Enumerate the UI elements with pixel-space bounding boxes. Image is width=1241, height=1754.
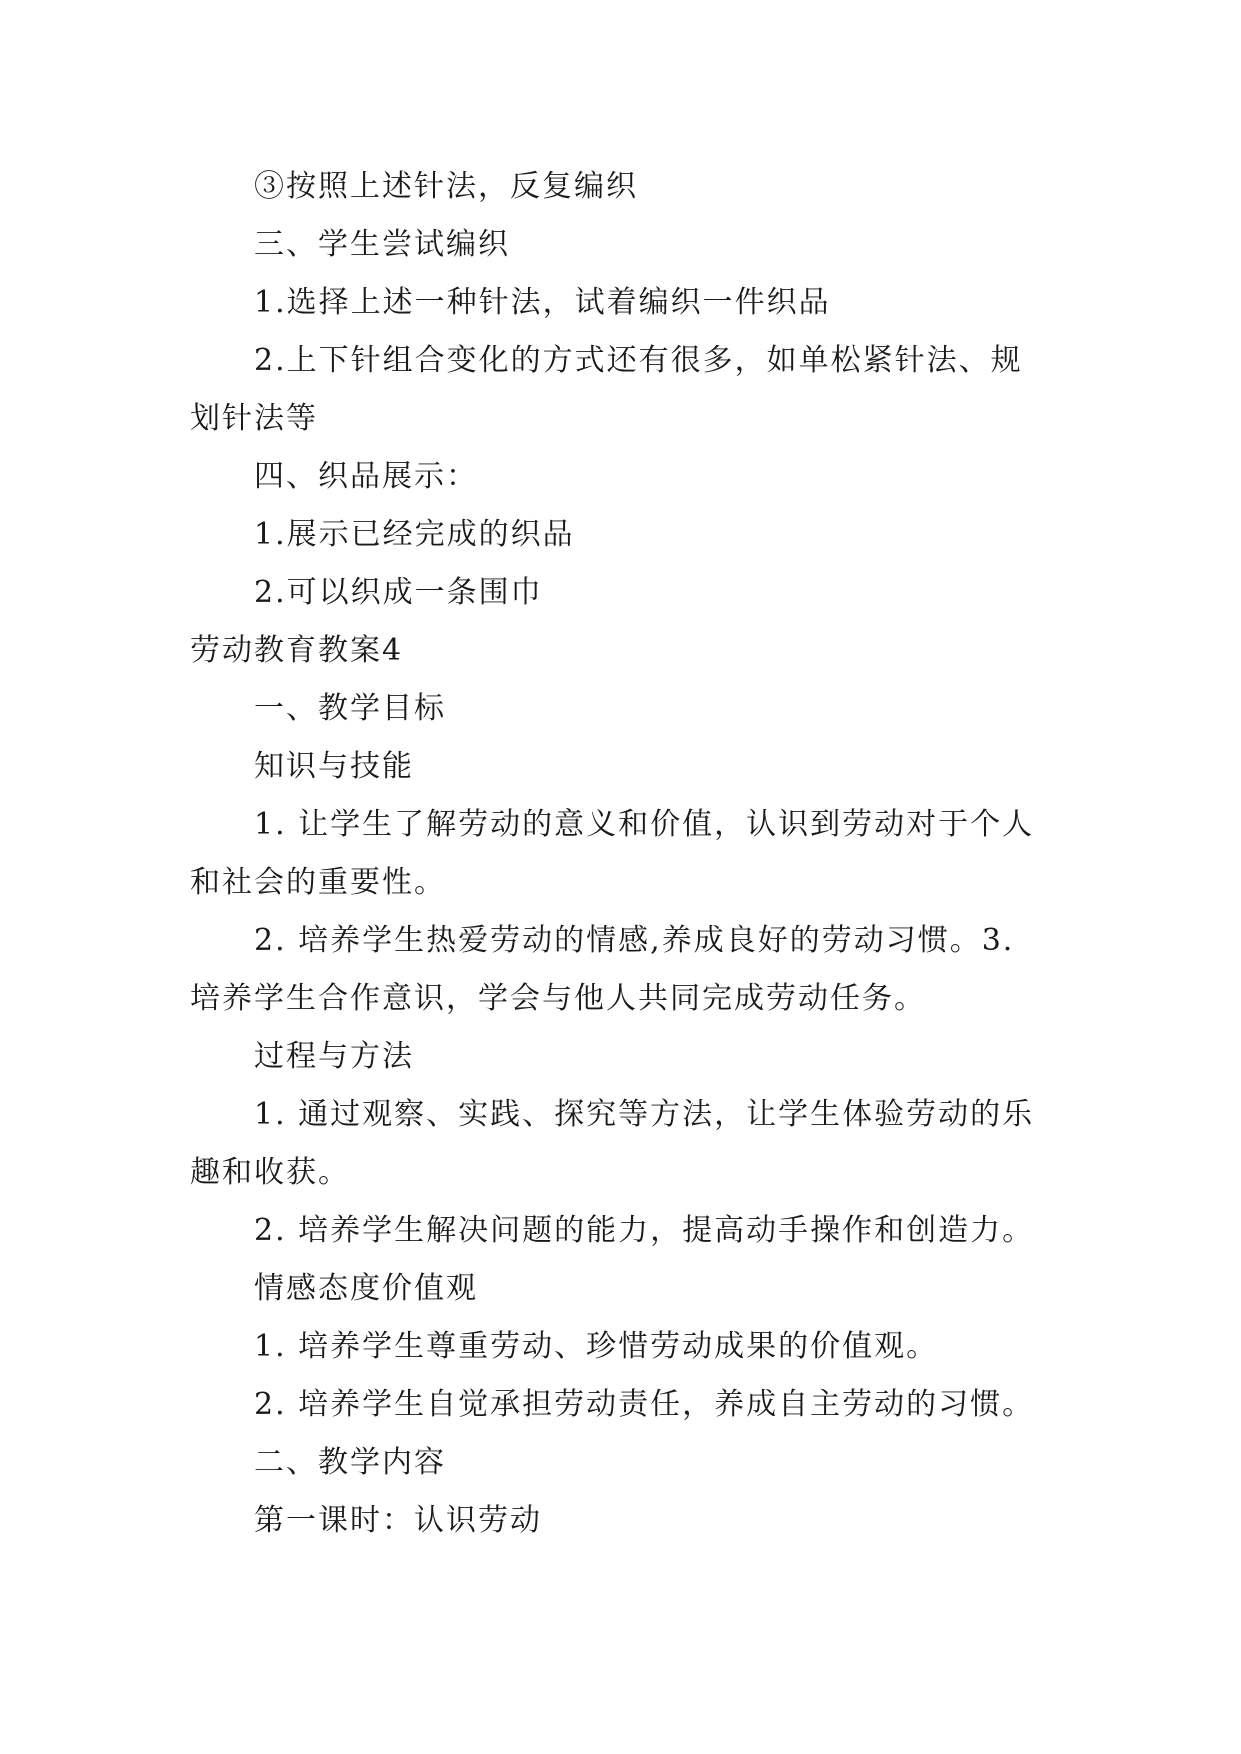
subsection-heading: 第一课时：认识劳动: [254, 1503, 542, 1538]
section-heading: 一、教学目标: [254, 691, 446, 726]
subsection-heading: 过程与方法: [254, 1039, 414, 1074]
subsection-heading: 知识与技能: [254, 749, 414, 784]
section-heading: 四、织品展示：: [254, 459, 478, 494]
paragraph: 2. 培养学生解决问题的能力，提高动手操作和创造力。: [254, 1213, 1035, 1248]
paragraph: ③按照上述针法，反复编织: [254, 169, 638, 204]
paragraph: 2.可以织成一条围巾: [254, 575, 543, 610]
paragraph: 2.上下针组合变化的方式还有很多，如单松紧针法、规划针法等: [190, 343, 1023, 436]
paragraph: 1.展示已经完成的织品: [254, 517, 575, 552]
document-body: [190, 158, 1050, 1550]
document-title: 劳动教育教案4: [190, 633, 404, 668]
paragraph: 2. 培养学生热爱劳动的情感,养成良好的劳动习惯。3. 培养学生合作意识，学会与他人共同完成劳动任务。: [190, 923, 1015, 1016]
paragraph: 1. 让学生了解劳动的意义和价值，认识到劳动对于个人和社会的重要性。: [190, 807, 1035, 900]
section-heading: 三、学生尝试编织: [254, 227, 510, 262]
paragraph: 2. 培养学生自觉承担劳动责任，养成自主劳动的习惯。: [254, 1387, 1035, 1422]
subsection-heading: 情感态度价值观: [254, 1271, 478, 1306]
paragraph: 1. 通过观察、实践、探究等方法，让学生体验劳动的乐趣和收获。: [190, 1097, 1035, 1190]
paragraph: 1. 培养学生尊重劳动、珍惜劳动成果的价值观。: [254, 1329, 939, 1364]
section-heading: 二、教学内容: [254, 1445, 446, 1480]
paragraph: 1.选择上述一种针法，试着编织一件织品: [254, 285, 831, 320]
